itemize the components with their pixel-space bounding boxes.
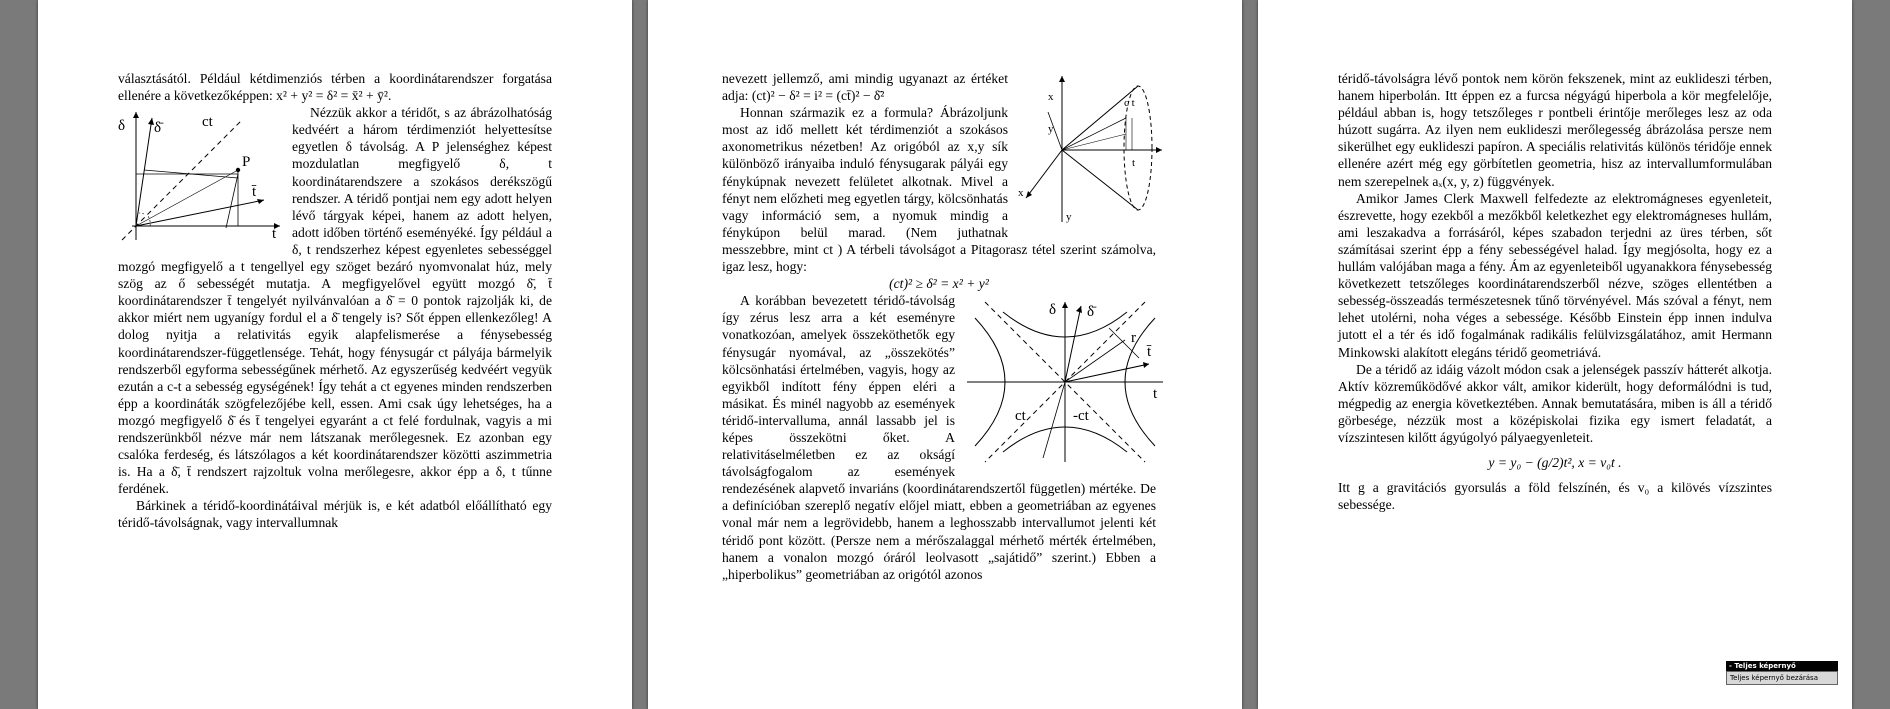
paragraph: Amikor James Clerk Maxwell felfedezte az elektromágneses egyenleteit, észrevette, hogy ezekből a mezőkből keletkezhet egy elektromágneses hullám, ami leszakadva a forrásáról, képes szabadon terjedni az üres térben, sőt számításai szerint épp a fény sebességével halad. Így megjósolta, hogy ez a hullám valójában maga a fény. Ám az egyenleteiből ugyanakkora fénysebesség következett tetszőleges koordinátarendszerből nézve, szöges ellentétben a sebesség-összeadás természetesnek tűnő törvényével. Más szóval a fényt, nem lehet utolérni, noha véges a sebessége. Később Einstein épp innen indulva jutott el a tér és idő fogalmának radikális felülvizsgálatához, amit Hermann Minkowski alakított elegáns téridő geometriává.: [1338, 190, 1772, 360]
exit-fullscreen-button[interactable]: Teljes képernyő bezárása: [1726, 671, 1838, 685]
fullscreen-panel-header: - Teljes képernyő: [1726, 661, 1838, 671]
light-cone-figure: [1014, 72, 1164, 232]
paragraph: De a téridő az idáig vázolt módon csak a jelenségek passzív hátterét alkotja. Aktív közreműködővé akkor vált, amikor kiderült, hogy deformálódni is tud, mégpedig az energia következtében. Annak bemutatására, miben is áll a téridő görbesége, nézzük most a középiskolai fizika egy ismert feladatát, a vízszintesen kilőtt ágyúgolyó pályaegyenleteit.: [1338, 361, 1772, 445]
hyp-label-minus-ct: -ct: [1073, 408, 1089, 425]
paragraph: [722, 292, 1156, 583]
paragraph-text: nevezett jellemző, ami mindig ugyanazt az értéket adja: (ct)² − δ² = i² = (ct̄)² − δ̄²: [722, 71, 1008, 104]
fig1-label-t: t: [272, 226, 277, 243]
paragraph: [118, 104, 552, 497]
cone-label-ct: c t: [1124, 97, 1135, 109]
hyp-label-delta-bar: δ̄: [1087, 304, 1095, 321]
paragraph-text: Nézzük akkor a téridőt, s az ábrázolhatóság kedvéért a három térdimenziót helyettesítse egyetlen δ távolság. A P jelenséghez képest mozdulatlan megfigyelő δ, t koordinátarendszere a szokásos derékszögű rendszer. A téridő pontjai nem egy adott helyen lévő tárgyak képei, hanem az adott helyen, adott időben történő eseményéké. Így például a δ, t rendszerhez képest egyenletes sebességgel mozgó megfigyelő a t tengellyel egy szöget bezáró nyomvonalat húz, mely szög az ő sebességét mutatja. A megfigyelővel együtt mozgó δ̄, t̄ koordinátarendszer t̄ tengelyét nyilvánvalóan a δ̄ = 0 pontok rajzolják ki, de akkor miért nem ugyanígy fordul el a δ̄ tengely is? Sőt éppen ellenkezőleg! A dolog nyitja a relativitás egyik alapfelismerése a fénysebesség koordinátarendszer-függetlensége. Tehát, hogy fénysugár ct pályája bármelyik rendszerből egyforma sebességűnek mérhető. Az egyszerűség kedvéért vegyük ezután a c-t a sebesség egységének! Így tehát a ct egyenes minden rendszerben épp a koordináták szögfelezőjébe kell, essen. Ami csak úgy lehetséges, ha a mozgó megfigyelő δ̄ és t̄ tengelyei egyaránt a ct felé fordulnak, vagyis a mi rendszerünkből nézve már nem látszanak merőlegesnek. Ez azonban egy csalóka ferdeség, és látszólagos a két koordinátarendszer közötti aszimmetria is. Ha a δ̄, t̄ rendszert rajzoltuk volna merőlegesre, akkor épp a δ, t tűnne ferdének.: [118, 105, 552, 497]
paragraph-text: A korábban bevezetett téridő-távolság így zérus lesz arra a két eseményre vonatkozóan, amelyek összeköthetők egy fénysugár nyomával, az „összekötés” kölcsönhatási értelmében, vagyis, hogy az egyikből indított fény éppen eléri a másikat. És minél nagyobb az események téridő-intervalluma, annál lassabb jel is képes összekötni őket. A relativitáselméletben ez az okságí távolságfogalom az események rendezésének alapvető invariáns (koordinátarendszertől független) mértéke. De a definícióban szereplő negatív előjel miatt, ebben a geometriában az egyenes vonal már nem a legrövidebb, hanem a leghosszabb intervallumot jelenti két téridő pont között. (Persze nem a mérőszalaggal mérhető mérték értelmében, hanem a vonalon mozgó óráról leolvasott „sajátidő” szerint.) Ebben a „hiperbolikus” geometriában az origótól azonos: [722, 293, 1156, 582]
page-2-text: [722, 70, 1156, 583]
document-page-2: [648, 0, 1242, 709]
page-1-text: [118, 70, 552, 532]
hyp-label-delta: δ: [1049, 302, 1057, 319]
cone-label-x-axis: x: [1018, 187, 1024, 199]
hyp-label-ct: ct: [1015, 408, 1026, 425]
page-3-text: [1338, 70, 1772, 513]
fig1-label-delta: δ: [118, 118, 126, 135]
fig1-label-delta-bar: δ̄: [154, 120, 162, 137]
fig1-label-t-bar: t̄: [252, 184, 257, 201]
hyp-label-r: r: [1131, 330, 1136, 347]
equation: y = y₀ − (g/2)t², x = v₀t .: [1488, 455, 1622, 471]
hyp-label-t-bar: t̄: [1147, 344, 1152, 361]
hyp-label-t: t: [1153, 386, 1158, 403]
document-page-3: [1258, 0, 1852, 709]
paragraph: Bárkinek a téridő-koordinátáival mérjük is, e két adatból előállítható egy téridő-távolságnak, vagy intervallumnak: [118, 498, 552, 531]
paragraph: választásától. Például kétdimenziós térben a koordinátarendszer forgatása ellenére a következőképpen: x² + y² = δ² = x̄² + ȳ².: [118, 71, 552, 104]
paragraph: téridő-távolságra lévő pontok nem körön fekszenek, mint az euklideszi térben, hanem hiperbolán. Itt éppen ez a furcsa négyágú hiperbola a kör megfelelője, például abban is, hogy tetszőleges r pontbeli érintője merőleges lesz az oda húzott sugárra. Az ilyen nem euklideszi merőlegesség ábrázolása persze nem sikerülhet egy euklideszi papíron. A speciális relativitás különös téridője ennek ellenére azért még egy görbítetlen geometria, hisz az intervallumformulában nem szerepelnek aₓ(x, y, z) függvények.: [1338, 71, 1772, 189]
fullscreen-panel: [1726, 661, 1838, 685]
cone-label-y-axis: y: [1066, 211, 1072, 223]
cone-label-y: y: [1048, 123, 1054, 135]
cone-label-t: t: [1132, 157, 1136, 169]
paragraph: Honnan származik ez a formula? Ábrázoljunk most az idő mellett két térdimenziót a szokásos axonometrikus nézetben! Az origóból az x,y sík különböző irányaiba induló fénysugarak pályái egy fénykúpnak nevezett felületet alkotnak. Mivel a fényt nem előzheti meg egyetlen tárgy, kölcsönhatás vagy információ sem, a nyomuk mindig a fénykúpon belül marad. (Nem juthatnak messzebbre, mint ct ) A térbeli távolságot a Pitagorasz tétel szerint számolva, igaz lesz, hogy:: [722, 105, 1156, 275]
equation: (ct)² ≥ δ² = x² + y²: [889, 276, 989, 292]
document-page-1: [38, 0, 632, 709]
hyperbola-figure: [963, 298, 1168, 466]
cone-label-x: x: [1048, 91, 1054, 103]
paragraph: Itt g a gravitációs gyorsulás a föld felszínén, és v₀ a kilövés vízszintes sebessége.: [1338, 480, 1772, 513]
spacetime-axes-figure: [114, 104, 286, 244]
fig1-label-ct: ct: [202, 114, 213, 131]
fig1-label-p: P: [242, 154, 251, 171]
